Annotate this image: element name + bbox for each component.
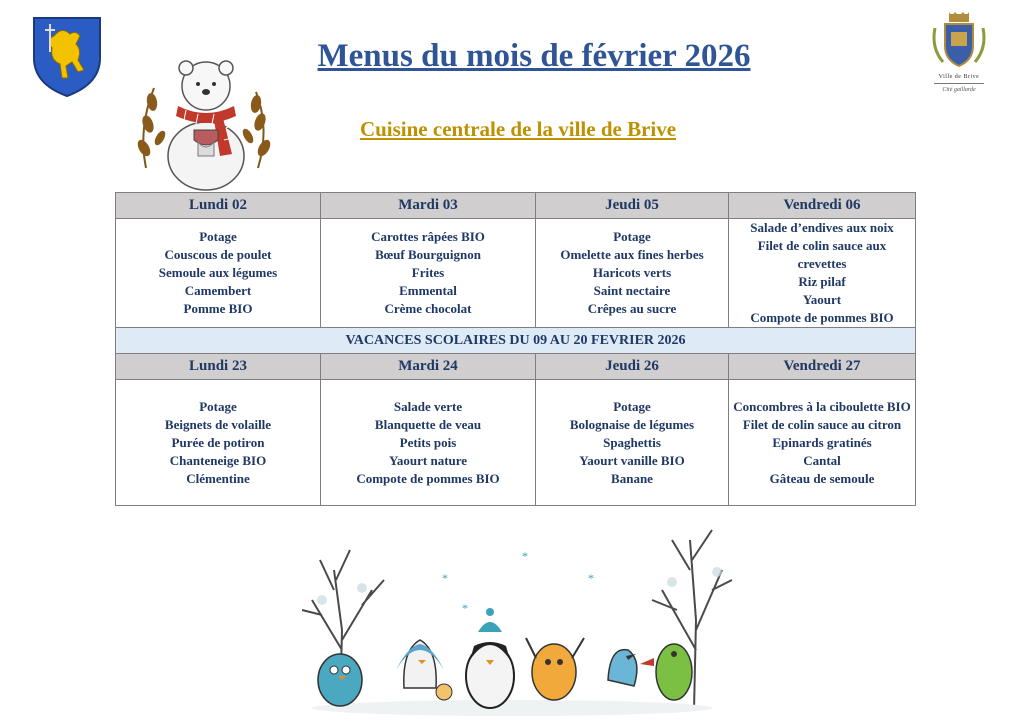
dish: Filet de colin sauce aux crevettes xyxy=(757,238,887,271)
dish: Frites xyxy=(411,265,445,280)
bear-illustration xyxy=(128,58,288,198)
page-subtitle: Cuisine centrale de la ville de Brive xyxy=(359,117,677,141)
week1-header-row xyxy=(116,193,916,219)
day-menu-cell xyxy=(729,219,916,328)
holiday-banner: VACANCES SCOLAIRES DU 09 AU 20 FEVRIER 2026 xyxy=(116,328,916,354)
dish: Salade d’endives aux noix xyxy=(750,220,894,235)
dish: Saint nectaire xyxy=(593,283,671,298)
dish: Riz pilaf xyxy=(798,274,846,289)
dish: Emmental xyxy=(399,283,457,298)
day-header: Mardi 24 xyxy=(321,354,536,380)
page-title: Menus du mois de février 2026 xyxy=(317,38,751,74)
day-menu-cell xyxy=(321,219,536,328)
dish: Epinards gratinés xyxy=(772,434,872,450)
dish: Purée de potiron xyxy=(171,434,265,450)
day-menu-cell xyxy=(536,380,729,506)
week1-menu-row xyxy=(116,219,916,328)
dish: Carottes râpées BIO xyxy=(371,229,485,244)
day-menu-cell xyxy=(116,380,321,506)
day-header: Jeudi 26 xyxy=(536,354,729,380)
dish: Semoule aux légumes xyxy=(158,265,278,280)
winter-birds-illustration xyxy=(292,520,734,720)
svg-text:*: * xyxy=(462,601,468,615)
dish: Compote de pommes BIO xyxy=(356,470,500,486)
dish: Potage xyxy=(613,398,651,414)
day-header: Lundi 23 xyxy=(116,354,321,380)
dish: Crème chocolat xyxy=(384,301,472,316)
week2-menu-row xyxy=(116,380,916,506)
dish: Compote de pommes BIO xyxy=(750,310,894,325)
dish: Salade verte xyxy=(393,398,463,414)
day-menu-cell xyxy=(321,380,536,506)
day-menu-cell xyxy=(729,380,916,506)
dish: Couscous de poulet xyxy=(164,247,272,262)
dish: Bœuf Bourguignon xyxy=(375,247,481,262)
dish: Filet de colin sauce au citron xyxy=(742,416,902,432)
crest-divider xyxy=(934,83,984,84)
dish: Beignets de volaille xyxy=(164,416,272,432)
dish: Banane xyxy=(611,470,653,486)
svg-text:*: * xyxy=(522,549,528,563)
day-menu-cell xyxy=(536,219,729,328)
day-header: Jeudi 05 xyxy=(536,193,729,219)
menu-table xyxy=(115,192,916,506)
holiday-row xyxy=(116,328,916,354)
day-header: Vendredi 06 xyxy=(729,193,916,219)
dish: Gâteau de semoule xyxy=(769,470,875,486)
day-header: Lundi 02 xyxy=(116,193,321,219)
dish: Bolognaise de légumes xyxy=(569,416,695,432)
dish: Chanteneige BIO xyxy=(169,452,267,468)
week2-header-row xyxy=(116,354,916,380)
day-menu-cell xyxy=(116,219,321,328)
svg-text:*: * xyxy=(442,571,448,585)
dish: Crêpes au sucre xyxy=(587,301,677,316)
dish: Yaourt nature xyxy=(388,452,468,468)
dish: Cantal xyxy=(803,452,841,468)
dish: Yaourt vanille BIO xyxy=(579,452,685,468)
dish: Clémentine xyxy=(186,470,250,486)
day-header: Vendredi 27 xyxy=(729,354,916,380)
crest-motto: Cité gaillarde xyxy=(942,87,976,93)
dish: Pomme BIO xyxy=(183,301,253,316)
day-header: Mardi 03 xyxy=(321,193,536,219)
dish: Concombres à la ciboulette BIO xyxy=(733,398,911,414)
dish: Potage xyxy=(199,398,237,414)
dish: Omelette aux fines herbes xyxy=(560,247,704,262)
dish: Petits pois xyxy=(399,434,457,450)
dish: Spaghettis xyxy=(603,434,661,450)
dish: Potage xyxy=(199,229,237,244)
dish: Blanquette de veau xyxy=(374,416,482,432)
dish: Haricots verts xyxy=(592,265,672,280)
dish: Camembert xyxy=(184,283,252,298)
dish: Potage xyxy=(613,229,651,244)
dish: Yaourt xyxy=(802,292,842,307)
svg-text:*: * xyxy=(588,571,594,585)
crest-caption: Ville de Brive xyxy=(938,74,980,80)
